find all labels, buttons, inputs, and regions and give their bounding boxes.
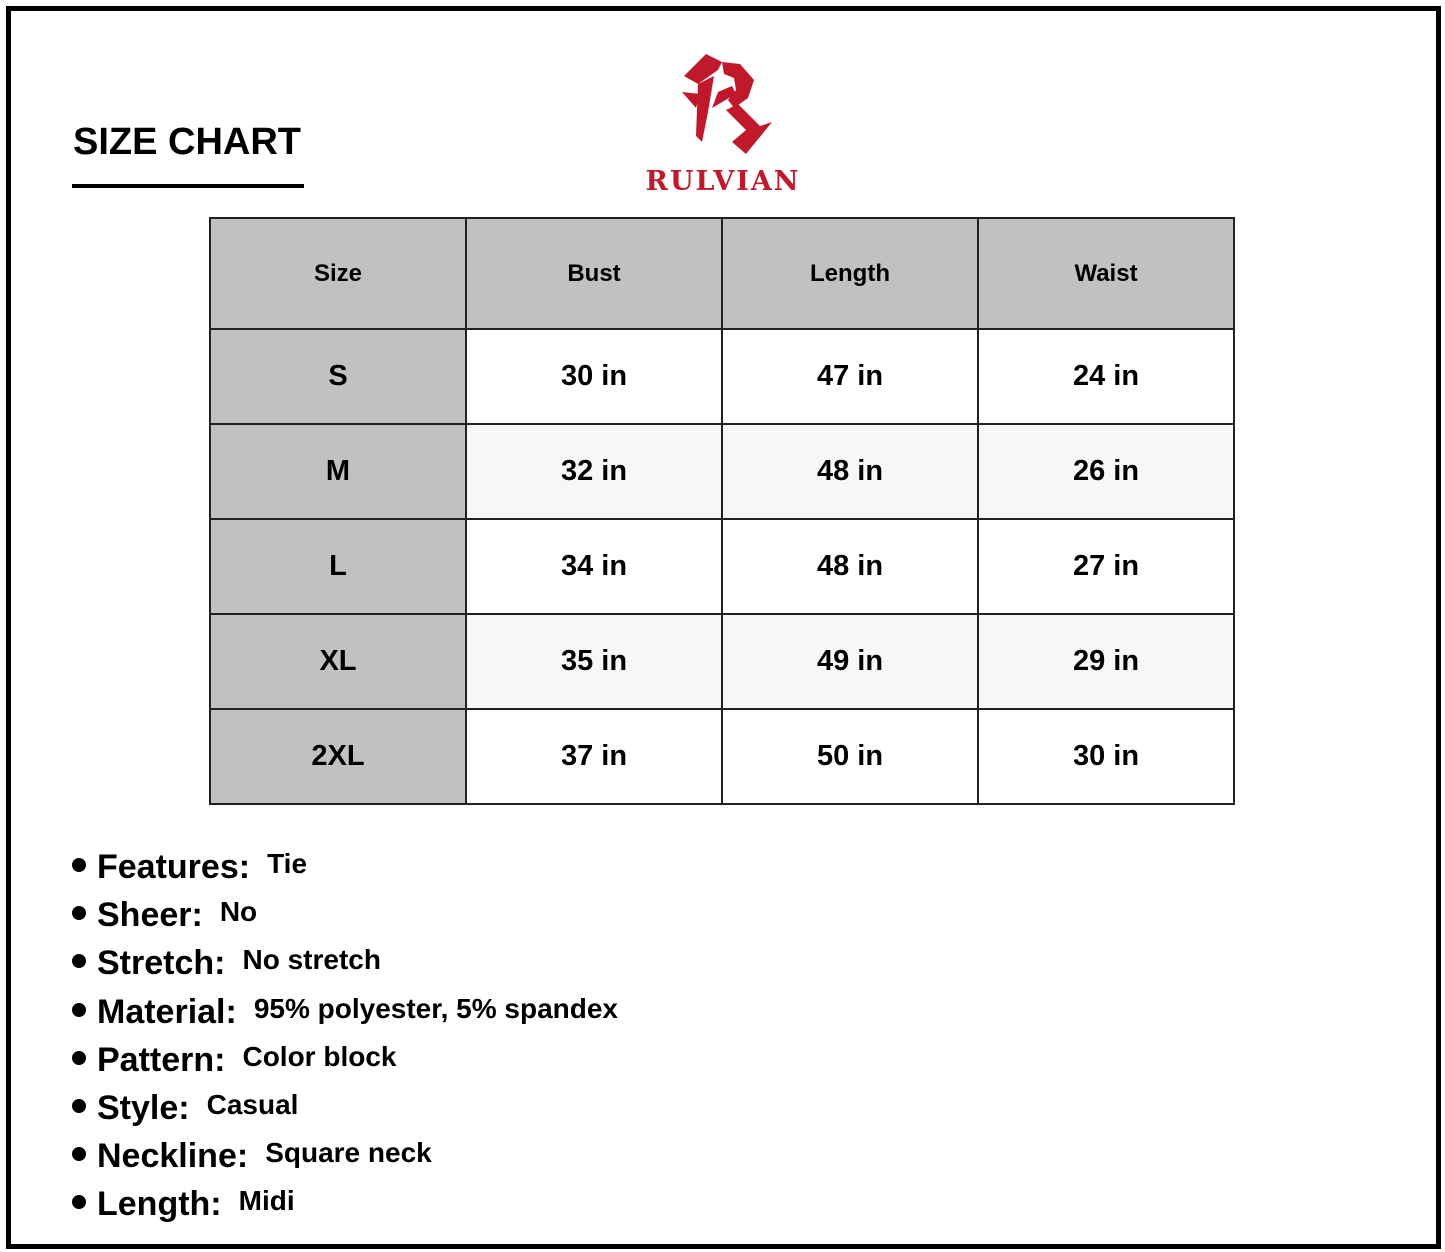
waist-cell: 27 in [978, 519, 1234, 614]
size-cell: L [210, 519, 466, 614]
size-cell: 2XL [210, 709, 466, 804]
length-cell: 48 in [722, 424, 978, 519]
header-length: Length [722, 218, 978, 329]
length-cell: 48 in [722, 519, 978, 614]
rulvian-r-logo-icon [678, 50, 774, 162]
feature-label: Features: [97, 848, 251, 886]
page-title: SIZE CHART [73, 121, 301, 163]
size-cell: M [210, 424, 466, 519]
bullet-icon [72, 906, 86, 920]
feature-value: Midi [238, 1185, 295, 1217]
bust-cell: 35 in [466, 614, 722, 709]
bullet-icon [72, 1051, 86, 1065]
title-underline [72, 184, 304, 188]
feature-list [72, 848, 618, 1234]
list-item [72, 848, 618, 896]
bullet-icon [72, 954, 86, 968]
table-row [210, 709, 1234, 804]
list-item [72, 1137, 618, 1185]
waist-cell: 30 in [978, 709, 1234, 804]
feature-value: 95% polyester, 5% spandex [253, 992, 619, 1024]
header-bust: Bust [466, 218, 722, 329]
feature-value: Tie [267, 848, 308, 879]
list-item [72, 1185, 618, 1233]
table-header-row [210, 218, 1234, 329]
bust-cell: 34 in [466, 519, 722, 614]
waist-cell: 26 in [978, 424, 1234, 519]
bust-cell: 32 in [466, 424, 722, 519]
table-row [210, 614, 1234, 709]
size-cell: XL [210, 614, 466, 709]
brand-logo [626, 50, 820, 200]
bust-cell: 37 in [466, 709, 722, 804]
feature-value: Color block [242, 1040, 397, 1072]
feature-label: Material: [97, 992, 237, 1031]
length-cell: 47 in [722, 329, 978, 424]
feature-label: Sheer: [97, 896, 203, 935]
feature-label: Length: [97, 1185, 222, 1224]
feature-label: Pattern: [97, 1040, 226, 1079]
brand-name: RULVIAN [645, 166, 801, 197]
size-cell: S [210, 329, 466, 424]
size-table [209, 217, 1235, 805]
length-cell: 49 in [722, 614, 978, 709]
feature-label: Style: [97, 1088, 190, 1127]
bullet-icon [72, 1147, 86, 1161]
length-cell: 50 in [722, 709, 978, 804]
bullet-icon [72, 1099, 86, 1113]
bullet-icon [72, 1195, 86, 1209]
list-item [72, 993, 618, 1041]
feature-value: No [219, 896, 258, 928]
waist-cell: 29 in [978, 614, 1234, 709]
feature-value: Square neck [265, 1137, 432, 1169]
waist-cell: 24 in [978, 329, 1234, 424]
feature-value: No stretch [242, 944, 381, 976]
list-item [72, 944, 618, 992]
table-row [210, 329, 1234, 424]
feature-label: Stretch: [97, 944, 226, 983]
list-item [72, 896, 618, 944]
list-item [72, 1089, 618, 1137]
list-item [72, 1041, 618, 1089]
feature-value: Casual [206, 1088, 299, 1120]
header-waist: Waist [978, 218, 1234, 329]
table-row [210, 519, 1234, 614]
bullet-icon [72, 1003, 86, 1017]
table-row [210, 424, 1234, 519]
header-size: Size [210, 218, 466, 329]
bust-cell: 30 in [466, 329, 722, 424]
bullet-icon [72, 858, 86, 872]
feature-label: Neckline: [97, 1137, 249, 1176]
